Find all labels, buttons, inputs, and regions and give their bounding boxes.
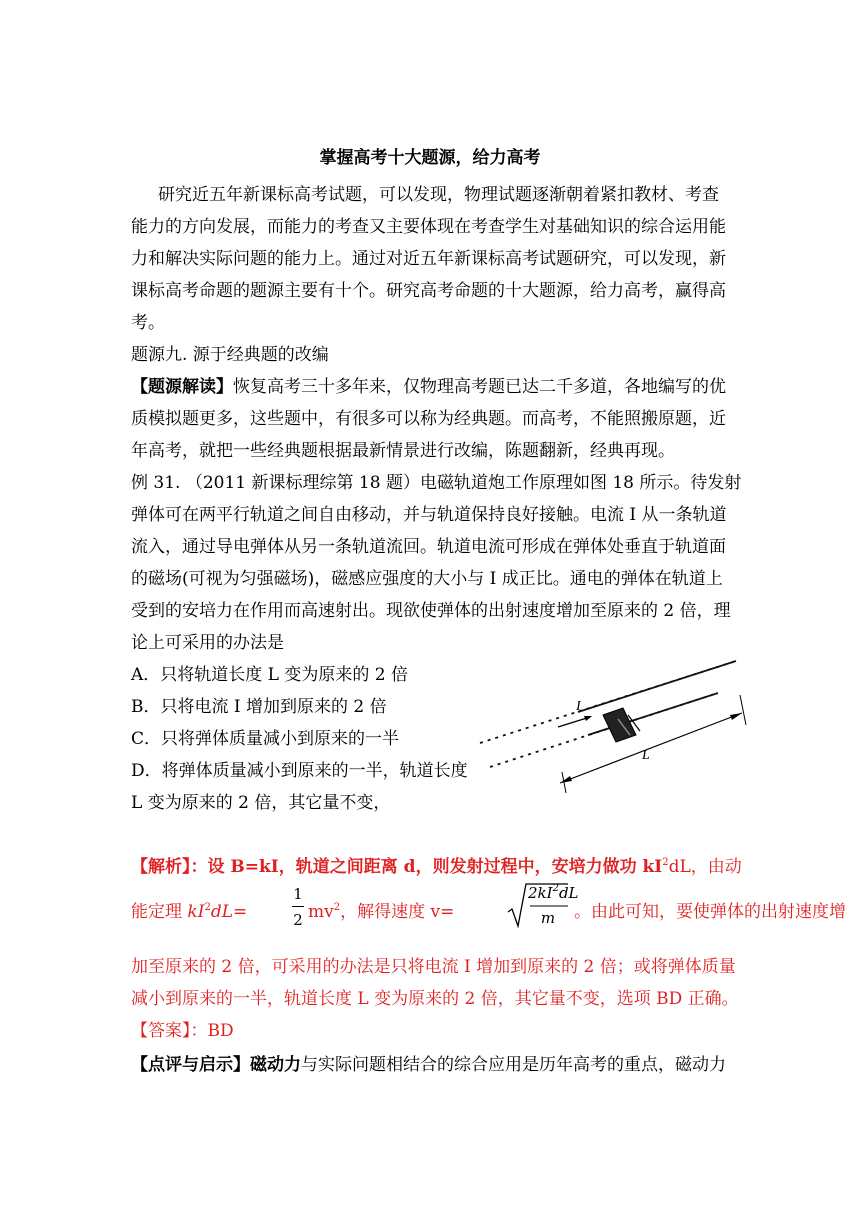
reading-label: 【题源解读】 (131, 377, 233, 397)
review-label: 【点评与启示】 (131, 1055, 250, 1075)
superscript: 2 (204, 902, 211, 913)
reading-line (131, 377, 726, 397)
example-line: 受到的安培力在作用而高速射出。现欲使弹体的出射速度增加至原来的 2 倍，理 (131, 601, 731, 621)
label-l: L (642, 748, 650, 763)
label-i: I (576, 699, 581, 714)
review-line (131, 1055, 726, 1075)
option-b: B．只将电流 I 增加到原来的 2 倍 (131, 697, 387, 717)
superscript: 2 (552, 883, 559, 894)
intro-line: 考。 (131, 313, 165, 333)
option-d-cont: L 变为原来的 2 倍，其它量不变， (131, 793, 391, 813)
example-line: 的磁场(可视为匀强磁场)，磁感应强度的大小与 I 成正比。通电的弹体在轨道上 (131, 569, 723, 589)
analysis-text: mv (308, 902, 334, 922)
analysis-line-2c: 。由此可知，要使弹体的出射速度增 (574, 902, 846, 922)
analysis-line-2 (131, 902, 247, 922)
reading-line: 年高考，就把一些经典题根据最新情景进行改编，陈题翻新，经典再现。 (131, 441, 675, 461)
analysis-text: 【解析】：设 B=kI，轨道之间距离 d，则发射过程中，安培力做功 kI (131, 857, 663, 877)
analysis-line-4: 减小到原来的一半，轨道长度 L 变为原来的 2 倍，其它量不变，选项 BD 正确。 (131, 989, 739, 1009)
answer-line: 【答案】：BD (131, 1021, 234, 1041)
equals-sign: = (232, 902, 248, 922)
intro-line: 力和解决实际问题的能力上。通过对近五年新课标高考试题研究，可以发现，新 (131, 249, 726, 269)
analysis-line-1 (131, 857, 742, 877)
review-text: 与实际问题相结合的综合应用是历年高考的重点，磁动力 (301, 1055, 726, 1075)
analysis-text: ，解得速度 v= (340, 902, 455, 922)
intro-line: 课标高考命题的题源主要有十个。研究高考命题的十大题源，给力高考，赢得高 (131, 281, 726, 301)
analysis-text: dL，由动 (668, 857, 742, 877)
option-a: A．只将轨道长度 L 变为原来的 2 倍 (131, 665, 408, 685)
sqrt-denominator: m (540, 909, 556, 927)
analysis-line-3: 加至原来的 2 倍，可采用的办法是只将电流 I 增加到原来的 2 倍；或将弹体质量 (131, 957, 736, 977)
fraction-bar (292, 906, 304, 907)
formula-text: kI (187, 902, 205, 922)
superscript: 2 (662, 857, 669, 868)
fraction-num: 1 (293, 885, 303, 903)
example-line: 弹体可在两平行轨道之间自由移动，并与轨道保持良好接触。电流 I 从一条轨道 (131, 505, 727, 525)
example-line: 例 31. （2011 新课标理综第 18 题）电磁轨道炮工作原理如图 18 所示。待发射 (131, 473, 742, 493)
example-line: 流入，通过导电弹体从另一条轨道流回。轨道电流可形成在弹体处垂直于轨道面 (131, 537, 726, 557)
example-line: 论上可采用的办法是 (131, 633, 284, 653)
projectile (603, 708, 636, 742)
dimension-line (560, 713, 742, 783)
formula-text: dL (558, 884, 579, 902)
formula-text: dL (210, 902, 233, 922)
railgun-figure (478, 655, 760, 805)
fraction-den: 2 (293, 911, 303, 929)
superscript: 2 (333, 902, 341, 913)
analysis-line-2b (308, 902, 454, 922)
page-title: 掌握高考十大题源，给力高考 (319, 148, 541, 168)
analysis-text: 能定理 (131, 902, 188, 922)
reading-text: 恢复高考三十多年来，仅物理高考题已达二千多道，各地编写的优 (233, 377, 726, 397)
formula-text: 2kI (528, 884, 553, 902)
option-d: D．将弹体质量减小到原来的一半，轨道长度 (131, 761, 468, 781)
reading-line: 质模拟题更多，这些题中，有很多可以称为经典题。而高考，不能照搬原题，近 (131, 409, 726, 429)
review-bold: 磁动力 (250, 1055, 301, 1075)
intro-line: 研究近五年新课标高考试题，可以发现，物理试题逐渐朝着紧扣教材、考查 (158, 185, 719, 205)
option-c: C．只将弹体质量减小到原来的一半 (131, 729, 400, 749)
sqrt-numerator (528, 884, 579, 902)
intro-line: 能力的方向发展，而能力的考查又主要体现在考查学生对基础知识的综合运用能 (131, 217, 726, 237)
section-heading: 题源九. 源于经典题的改编 (131, 345, 329, 365)
